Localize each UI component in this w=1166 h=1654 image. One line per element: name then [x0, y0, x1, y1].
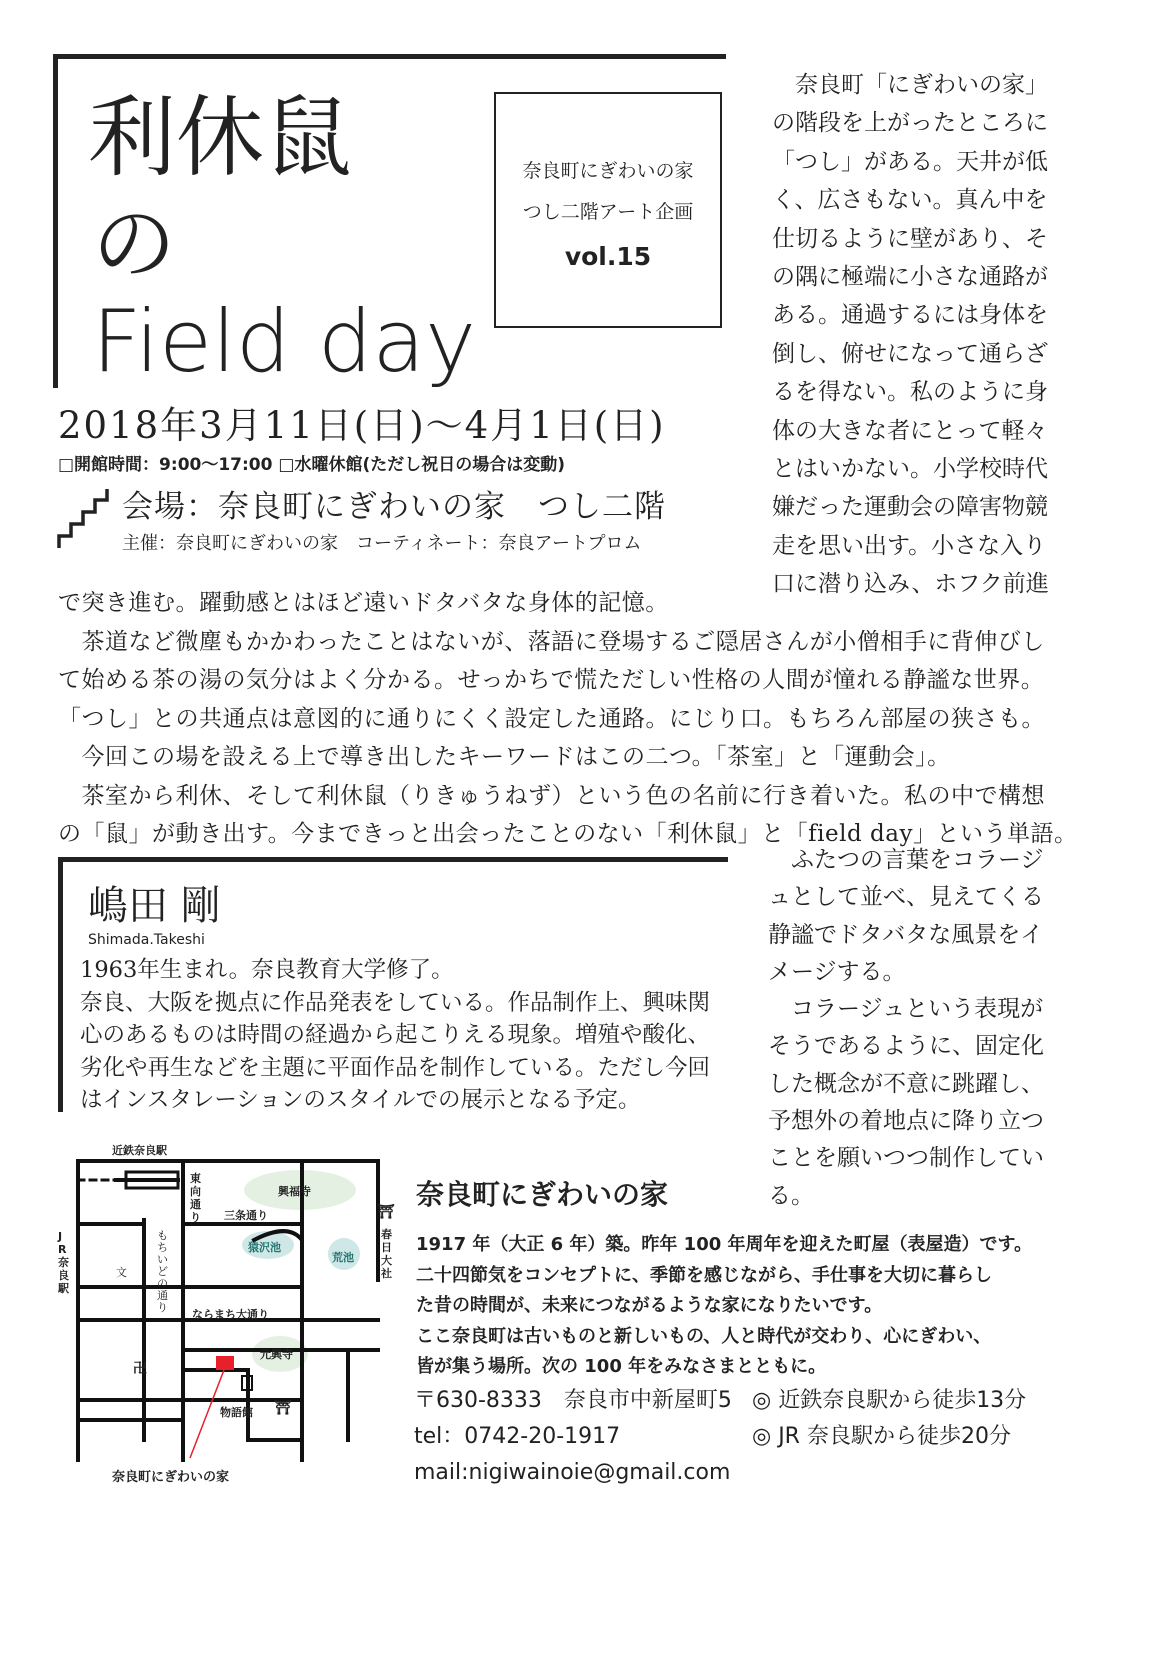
essay-line: の隅に極端に小さな通路が: [772, 264, 1048, 291]
map-label-naramachi-odori: ならまち大通り: [192, 1308, 269, 1321]
map-label-nigiwai: 奈良町にぎわいの家: [112, 1470, 230, 1485]
artist-frame-left: [58, 857, 63, 1112]
essay-line: とはいかない。小学校時代: [772, 456, 1048, 483]
artist-frame-top: [58, 857, 728, 862]
essay-line: 口に潜り込み、ホフク前進: [772, 571, 1049, 598]
essay-line: 倒し、俯せになって通らざ: [772, 340, 1048, 367]
map-label-kofukuji: 興福寺: [278, 1185, 311, 1198]
nigiwai-marker: [216, 1356, 234, 1370]
bio-line: 心のあるものは時間の経過から起こりえる現象。増殖や酸化、: [80, 1022, 711, 1048]
essay-line: 嫌だった運動会の障害物競: [772, 494, 1048, 521]
essay-line: の「鼠」が動き出す。今まできっと出会ったことのない「利休鼠」と「field day」という単語。: [58, 821, 1078, 847]
opening-hours: □開館時間：9:00～17:00 □水曜休館(ただし祝日の場合は変動): [58, 455, 565, 475]
bio-line: 1963年生まれ。奈良教育大学修了。: [80, 957, 454, 983]
essay-full-width: [58, 584, 1158, 854]
email[interactable]: mail:nigiwainoie@gmail.com: [414, 1460, 731, 1485]
map-label-higashimuki: 東向通り: [190, 1172, 201, 1224]
info-heading: 奈良町にぎわいの家: [416, 1178, 669, 1211]
marker-pointer: [190, 1370, 224, 1458]
essay-line: で突き進む。躍動感とはほど遠いドタバタな身体的記憶。: [58, 590, 669, 616]
bio-line: 奈良、大阪を拠点に作品発表をしている。作品制作上、興味関: [80, 989, 711, 1016]
essay-line: 茶室から利休、そして利休鼠（りきゅうねず）という色の名前に行き着いた。私の中で構想: [58, 782, 1045, 809]
map-label-kintetsu: 近鉄奈良駅: [112, 1144, 167, 1157]
essay-line: 走を思い出す。小さな入り: [772, 532, 1047, 559]
title-frame-top: [53, 54, 726, 59]
essay-line: 体の大きな者にとって軽々: [772, 417, 1048, 444]
essay-line: ふたつの言葉をコラージ: [768, 847, 1044, 873]
essay-line: ある。通過するには身体を: [772, 302, 1048, 329]
essay-line: るを得ない。私のように身: [772, 379, 1048, 406]
essay-line: の階段を上がったところに: [772, 110, 1048, 137]
access-jr: ◎ JR 奈良駅から徒歩20分: [752, 1424, 1011, 1449]
map-label-sanjo: 三条通り: [224, 1209, 268, 1222]
essay-line: そうであるように、固定化: [768, 1033, 1044, 1060]
info-line: 二十四節気をコンセプトに、季節を感じながら、手仕事を大切に暮らし: [416, 1264, 992, 1286]
map-label-mochiidono: もちいどの通り: [157, 1229, 168, 1314]
essay-line: て始める茶の湯の気分はよく分かる。せっかちで慌ただしい性格の人間が憧れる静謐な世界。: [58, 667, 1045, 693]
title-frame-left: [53, 54, 58, 388]
essay-line: 茶道など微塵もかかわったことはないが、落語に登場するご隠居さんが小僧相手に背伸びし: [58, 628, 1045, 655]
artist-romaji: Shimada.Takeshi: [88, 932, 205, 948]
info-line: 皆が集う場所。次の 100 年をみなさまとともに。: [416, 1356, 827, 1377]
exhibition-dates: 2018年3月11日(日)～4月1日(日): [58, 404, 666, 447]
info-line: ここ奈良町は古いものと新しいもの、人と時代が交わり、心にぎわい、: [416, 1325, 992, 1347]
map-label-jr: JR奈良駅: [58, 1230, 69, 1295]
access-kintetsu: ◎ 近鉄奈良駅から徒歩13分: [752, 1388, 1027, 1413]
project-line-2: つし二階アート企画: [522, 201, 694, 223]
essay-line: る。: [768, 1182, 814, 1209]
map-label-school: 文: [116, 1266, 127, 1279]
essay-line: した概念が不意に跳躍し、: [768, 1070, 1044, 1097]
info-description: [416, 1230, 1032, 1383]
essay-line: 予想外の着地点に降り立つ: [768, 1108, 1044, 1135]
map-label-araike: 荒池: [332, 1251, 354, 1264]
essay-line: ュとして並べ、見えてくる: [768, 884, 1044, 911]
title-line-3: Field day: [92, 292, 477, 392]
venue: 会場：奈良町にぎわいの家 つし二階: [122, 489, 666, 525]
artist-name: 嶋田 剛: [88, 883, 221, 929]
map-label-torii: ⛩: [274, 1400, 292, 1416]
organizers: 主催：奈良町にぎわいの家 コーティネート：奈良アートプロム: [122, 533, 642, 554]
essay-line: 奈良町「にぎわいの家」: [772, 72, 1048, 98]
map-label-shrine: 卍: [133, 1361, 147, 1377]
essay-line: く、広さもない。真ん中を: [772, 187, 1048, 214]
essay-line: 仕切るように壁があり、そ: [772, 225, 1048, 252]
essay-right-column: [772, 66, 1062, 604]
essay-line: ことを願いつつ制作してい: [768, 1145, 1044, 1172]
map-label-sarusawa: 猿沢池: [248, 1241, 281, 1254]
map-label-gangoji: 元興寺: [260, 1348, 293, 1361]
map-label-torii-kasuga: ⛩: [377, 1204, 395, 1220]
artist-bio: [80, 954, 710, 1117]
project-vol: vol.15: [564, 242, 652, 271]
bio-line: 劣化や再生などを主題に平面作品を制作している。ただし今回: [80, 1054, 711, 1081]
map-label-kasuga: 春日大社: [381, 1228, 392, 1280]
stairs-icon: [56, 486, 112, 550]
info-line: た昔の時間が、未来につながるような家になりたいです。: [416, 1295, 883, 1316]
address: 〒630-8333 奈良市中新屋町5: [414, 1388, 732, 1413]
essay-line: 今回この場を設える上で導き出したキーワードはこの二つ。「茶室」と「運動会」。: [58, 744, 951, 770]
map-label-monogatari: 物語館: [220, 1406, 253, 1419]
bio-line: はインスタレーションのスタイルでの展示となる予定。: [80, 1087, 641, 1113]
title-line-2: の: [92, 195, 177, 293]
essay-line: メージする。: [768, 958, 906, 985]
essay-line: 「つし」との共通点は意図的に通りにくく設定した通路。にじり口。もちろん部屋の狭さも。: [58, 705, 1045, 732]
info-line: 1917 年（大正 6 年）築。昨年 100 年周年を迎えた町屋（表屋造）です。: [416, 1234, 1033, 1255]
essay-line: コラージュという表現が: [768, 996, 1044, 1023]
essay-right-column-2: [768, 842, 1060, 1215]
essay-line: 静謐でドタバタな風景をイ: [768, 921, 1044, 948]
telephone: tel：0742-20-1917: [414, 1424, 621, 1449]
title-line-1: 利休鼠: [88, 86, 353, 189]
project-line-1: 奈良町にぎわいの家: [522, 160, 694, 182]
essay-line: 「つし」がある。天井が低: [772, 148, 1048, 175]
